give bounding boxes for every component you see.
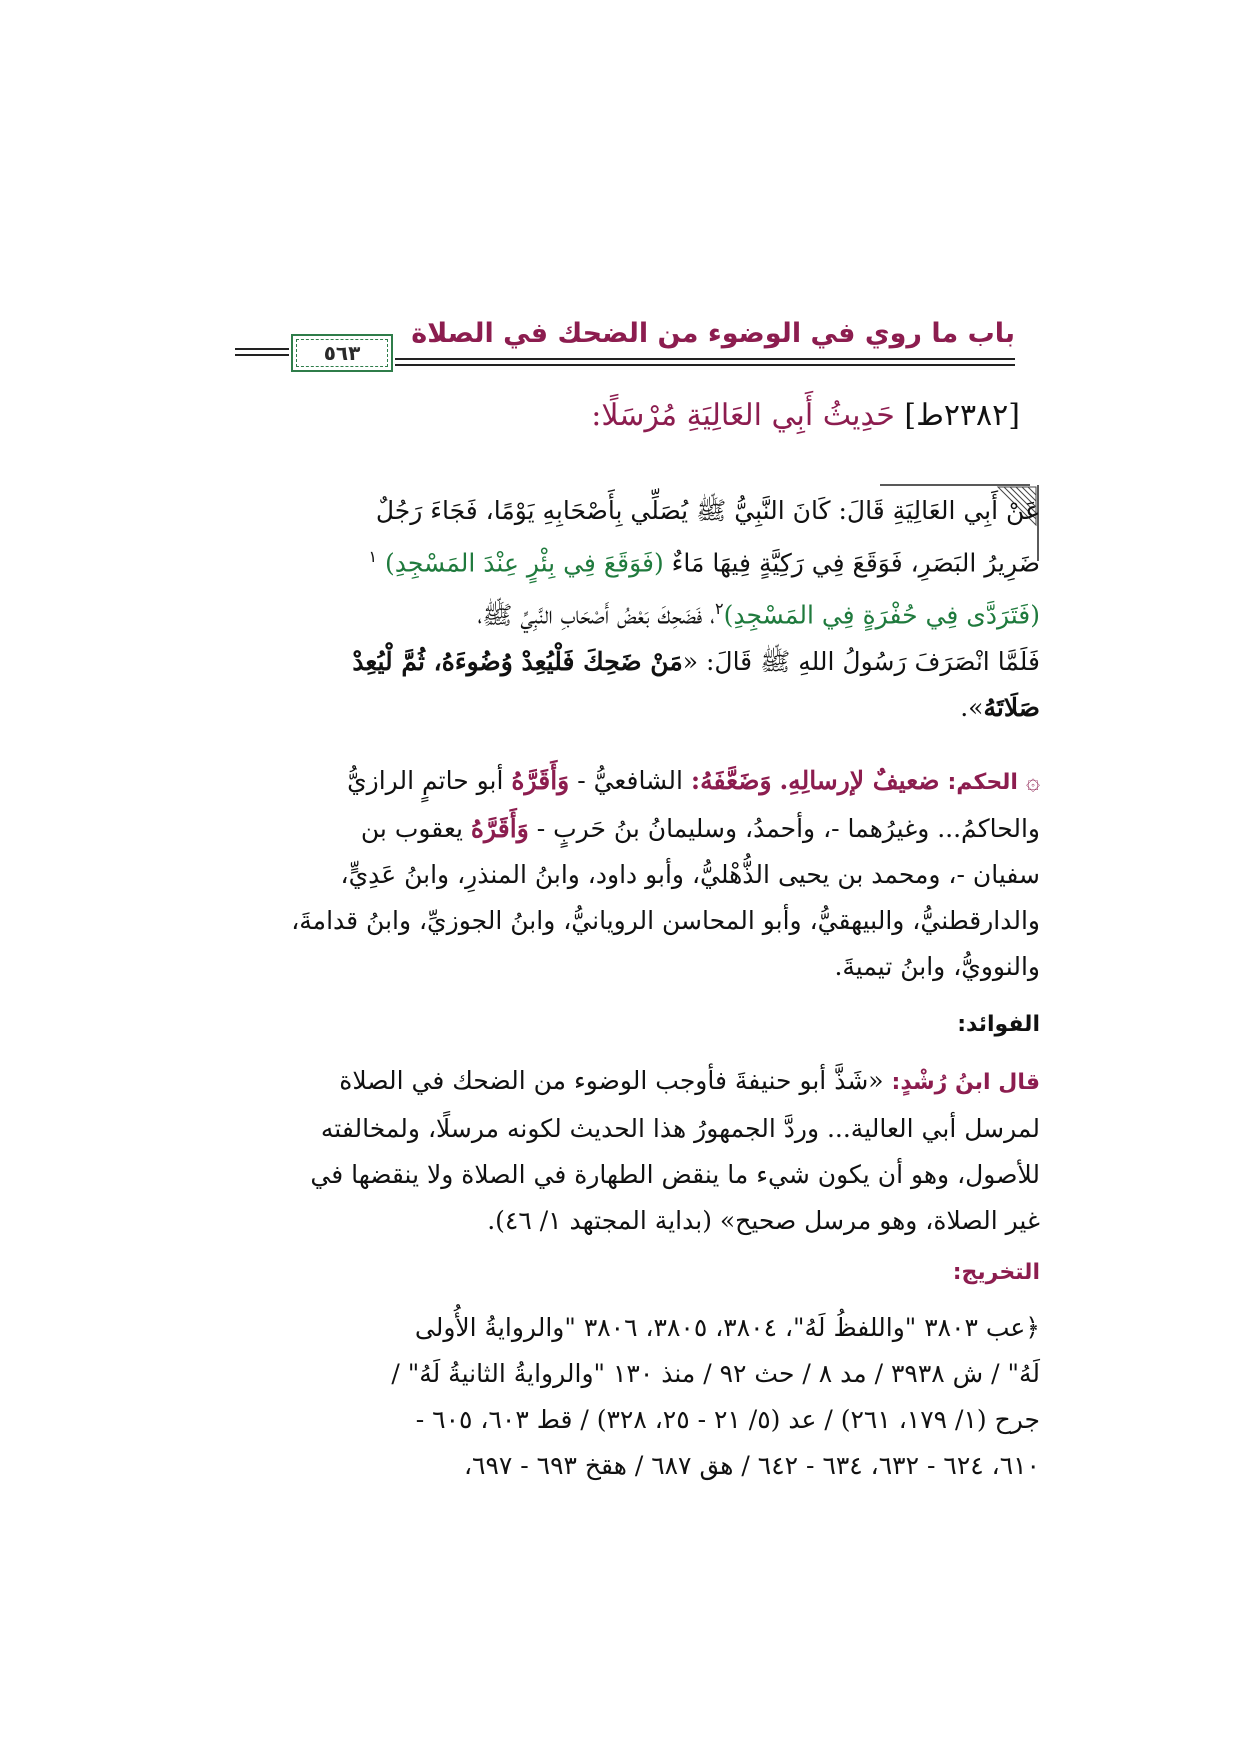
- page-number-box: [291, 334, 393, 372]
- hukm-line-1: ۞ الحكم: ضعيفٌ لإرسالِهِ. وَضَعَّفَهُ: الشافعيُّ - وَأَقَرَّهُ أبو حاتمٍ الرازيُّ: [200, 758, 1040, 806]
- hadith-line-2: ضَرِيرُ البَصَرِ، فَوَقَعَ فِي رَكِيَّةٍ فِيهَا مَاءٌ (فَوَقَعَ فِي بِئْرٍ عِنْدَ المَسْجِدِ) $^١$: [368, 547, 1040, 578]
- takhrij-line-1: ﴿عب ٣٨٠٣ "واللفظُ لَهُ"، ٣٨٠٤، ٣٨٠٥، ٣٨٠٦ "والروايةُ الأُولى: [414, 1313, 1040, 1342]
- aqarrahu-label-2: وَأَقَرَّهُ: [470, 814, 529, 843]
- hadith-number: [٢٣٨٢ط]: [904, 398, 1020, 433]
- hukm-verdict: ضعيفٌ لإرسالِهِ.: [779, 766, 940, 795]
- takhrij-line-4: ٦١٠، ٦٢٤ - ٦٣٢، ٦٣٤ - ٦٤٢ / هق ٦٨٧ / هقخ ٦٩٣ - ٦٩٧،: [463, 1451, 1040, 1480]
- page-number: ٥٦٣: [323, 341, 361, 365]
- fawaid-line-3: للأصول، وهو أن يكون شيء ما ينقض الطهارة في الصلاة ولا ينقضها في: [310, 1160, 1040, 1189]
- header-title: باب ما روي في الوضوء من الضحك في الصلاة: [411, 318, 1015, 349]
- footnote-marker-2: ٢: [714, 599, 724, 619]
- takhrij-heading: التخريج:: [952, 1260, 1040, 1285]
- hadith-line-5: صَلَاتَهُ».: [960, 692, 1040, 722]
- takhrij-text: [200, 1305, 1040, 1489]
- hukm-line-5: والنوويُّ، وابنُ تيميةَ.: [834, 952, 1040, 981]
- takhrij-section: [200, 1248, 1040, 1296]
- hadith-line-1: عَنْ أَبِي العَالِيَةِ قَالَ: كَانَ النَّبِيُّ ﷺ يُصَلِّي بِأَصْحَابِهِ يَوْمًا، فَجَاءَ رَجُلٌ: [375, 496, 1040, 525]
- fawaid-text: [200, 1058, 1040, 1244]
- fawaid-line-2: لمرسل أبي العالية... وردَّ الجمهورُ هذا الحديث لكونه مرسلًا، ولمخالفته: [320, 1114, 1040, 1143]
- fawaid-line-1: قال ابنُ رُشْدٍ: «شَذَّ أبو حنيفةَ فأوجب الوضوء من الضحك في الصلاة: [339, 1066, 1040, 1095]
- variant-reading-1: (فَوَقَعَ فِي بِئْرٍ عِنْدَ المَسْجِدِ): [385, 548, 664, 578]
- header-rule-left-bottom: [235, 354, 289, 356]
- ornament-diamond-icon: ۞: [1025, 767, 1040, 795]
- hadith-heading: [220, 398, 1020, 433]
- hadith-text: [200, 488, 1040, 731]
- header-rule-left-top: [235, 348, 289, 350]
- takhrij-line-3: جرح (١/ ١٧٩، ٢٦١) / عد (٥/ ٢١ - ٢٥، ٣٢٨) / قط ٦٠٣، ٦٠٥ -: [415, 1405, 1040, 1434]
- aqarrahu-label-1: وَأَقَرَّهُ: [511, 766, 570, 795]
- fawaid-section: [200, 1000, 1040, 1048]
- hadith-line-3: (فَتَرَدَّى فِي حُفْرَةٍ فِي المَسْجِدِ)$^٢$، فَضَحِكَ بَعْضُ أَصْحَابِ النَّبِيِّ ﷺ،: [477, 599, 1040, 630]
- hukm-section: [200, 758, 1040, 990]
- takhrij-line-2: لَهُ" / ش ٣٩٣٨ / مد ٨ / حث ٩٢ / منذ ١٣٠ "والروايةُ الثانيةُ لَهُ" /: [391, 1359, 1040, 1388]
- hukm-line-2: والحاكمُ... وغيرُهما -، وأحمدُ، وسليمانُ بنُ حَربٍ - وَأَقَرَّهُ يعقوب بن: [360, 814, 1040, 843]
- hukm-line-3: سفيان -، ومحمد بن يحيى الذُّهْليُّ، وأبو داود، وابنُ المنذرِ، وابنُ عَدِيٍّ،: [340, 860, 1040, 889]
- daafahu-label: وَضَعَّفَهُ:: [690, 766, 772, 795]
- page-header: [235, 318, 1015, 376]
- hukm-label: الحكم:: [947, 770, 1018, 795]
- hadith-line-4: فَلَمَّا انْصَرَفَ رَسُولُ اللهِ ﷺ قَالَ: «مَنْ ضَحِكَ فَلْيُعِدْ وُضُوءَهُ، ثُمَّ لْيُعِدْ: [352, 646, 1040, 676]
- footnote-marker-1: ١: [368, 547, 378, 566]
- fawaid-line-4: غير الصلاة، وهو مرسل صحيح» (بداية المجتهد ١/ ٤٦).: [487, 1206, 1040, 1235]
- header-rule-bottom: [395, 364, 1015, 366]
- header-rule-top: [395, 358, 1015, 360]
- fawaid-speaker: قال ابنُ رُشْدٍ:: [891, 1070, 1040, 1095]
- hadith-title: حَدِيثُ أَبِي العَالِيَةِ مُرْسَلًا:: [591, 398, 895, 433]
- hukm-line-4: والدارقطنيُّ، والبيهقيُّ، وأبو المحاسن الرويانيُّ، وابنُ الجوزيِّ، وابنُ قدامةَ،: [291, 906, 1040, 935]
- variant-reading-2: (فَتَرَدَّى فِي حُفْرَةٍ فِي المَسْجِدِ): [723, 600, 1040, 630]
- fawaid-heading: الفوائد:: [957, 1012, 1040, 1037]
- prophet-saying: مَنْ ضَحِكَ فَلْيُعِدْ وُضُوءَهُ، ثُمَّ لْيُعِدْ: [352, 646, 683, 676]
